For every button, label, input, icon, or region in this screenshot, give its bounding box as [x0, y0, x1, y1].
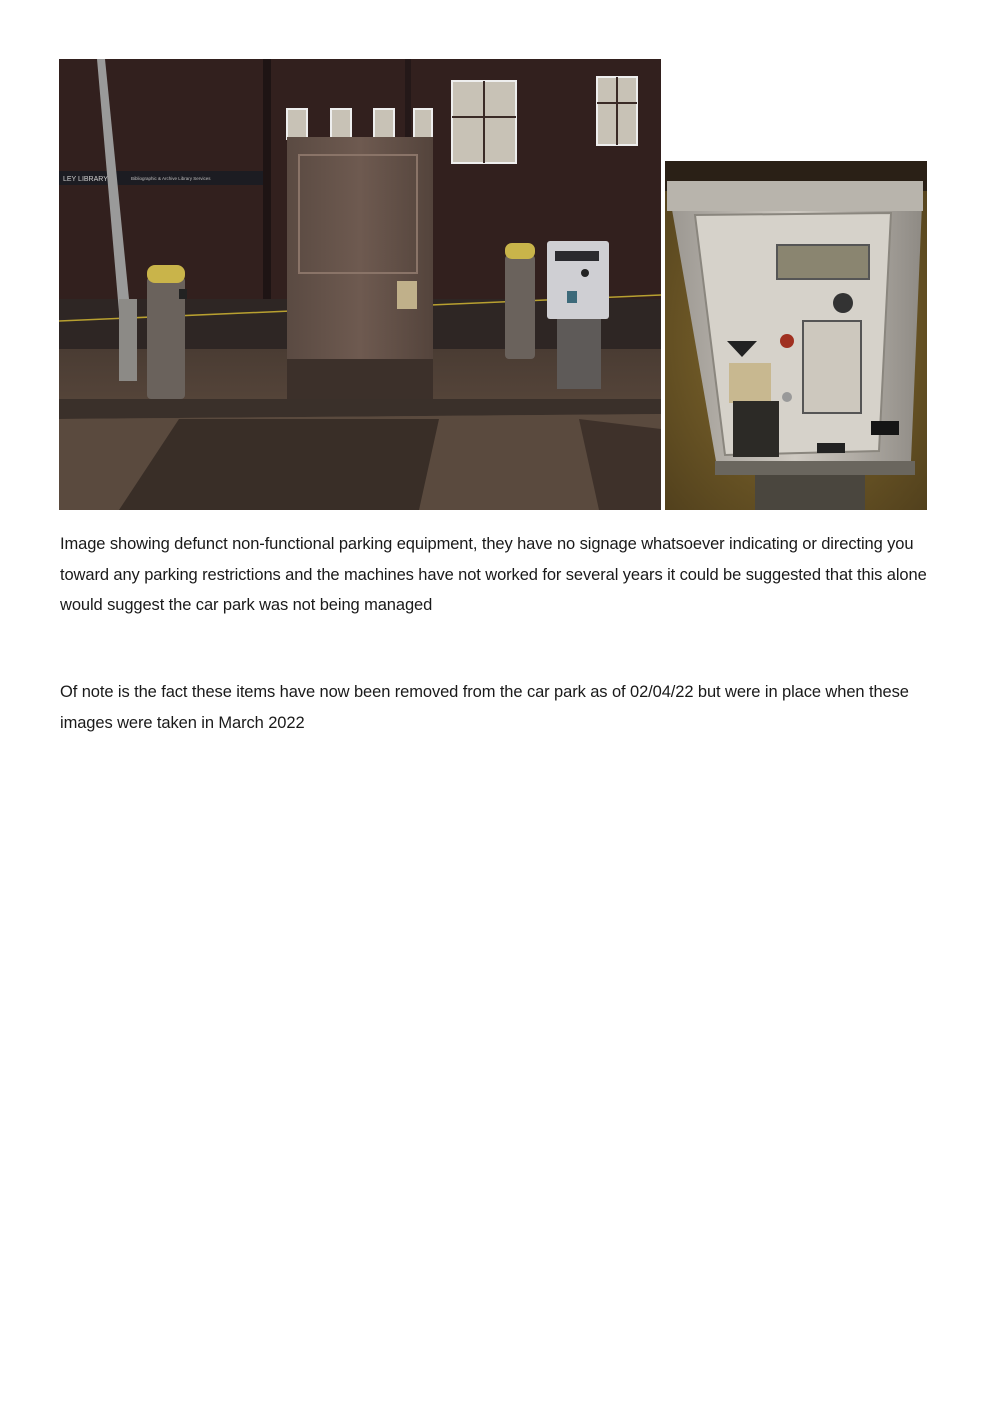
- photo-ticket-machine-closeup: [665, 161, 927, 510]
- library-sign: LEY LIBRARY: [63, 176, 108, 183]
- services-sign: Bibliographic & Archive Library Services: [131, 176, 211, 181]
- paragraph-note: Of note is the fact these items have now been removed from the car park as of 02/04/22 but were in place when these images were taken in March 2022: [60, 683, 909, 732]
- photo-parking-equipment-night: [59, 59, 661, 510]
- paragraph-description: Image showing defunct non-functional parking equipment, they have no signage whatsoever indicating or directing you toward any parking restrictions and the machines have not worked for several years it could be suggested that this alone would suggest the car park was not being managed: [60, 535, 927, 614]
